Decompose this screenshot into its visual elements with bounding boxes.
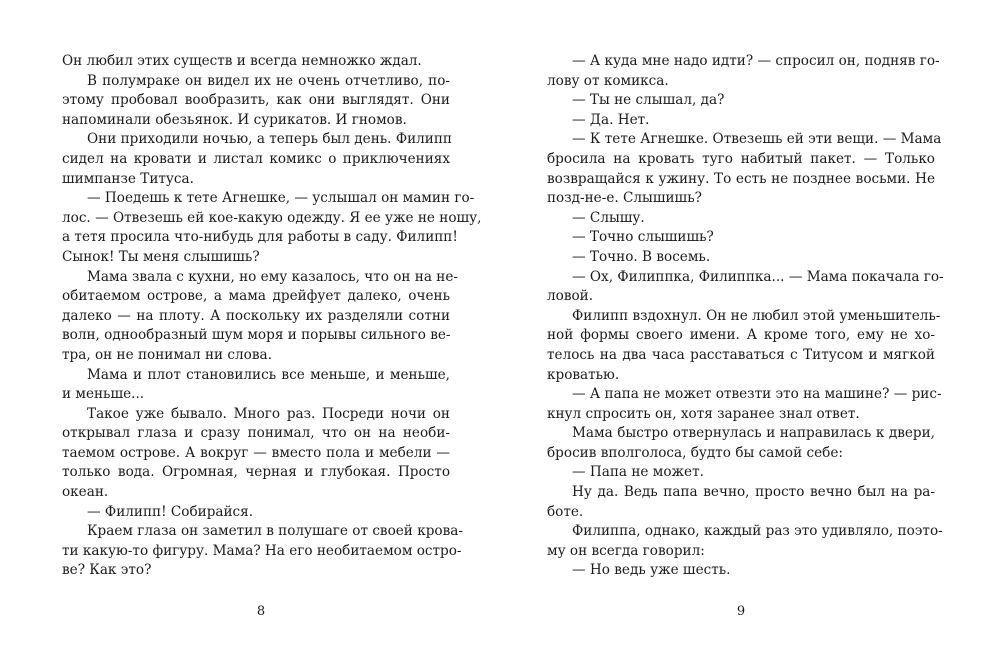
text-line: шимпанзе Титуса. <box>62 170 194 187</box>
text-line: только вода. Огромная, черная и глубокая. Просто <box>62 464 450 481</box>
text-line: лос. — Отвезешь ей кое-какую одежду. Я ее уже не ношу, <box>62 209 482 226</box>
text-line: бросила на кровать туго набитый пакет. — Только <box>547 150 935 167</box>
text-line: а тетя просила что-нибудь для работы в саду. Филипп! <box>62 229 458 246</box>
text-line: ловой. <box>547 288 594 305</box>
text-line: бросив вполголоса, будто бы самой себе: <box>547 444 843 461</box>
text-line: открывал глаза и сразу понимал, что он на необи- <box>62 425 450 442</box>
text-line: боте. <box>547 503 584 520</box>
text-line: — Ох, Филиппка, Филиппка... — Мама покачала го- <box>572 268 944 285</box>
text-line: — Да. Нет. <box>572 111 650 128</box>
text-line: сидел на кровати и листал комикс о приключениях <box>62 150 450 167</box>
text-line: — Слышу. <box>572 209 645 226</box>
text-line: позд-не-е. Слышишь? <box>547 190 702 207</box>
text-line: — Но ведь уже шесть. <box>572 562 731 579</box>
text-line: Мама и плот становились все меньше, и меньше, <box>87 366 450 383</box>
left-page-number: 8 <box>256 604 266 619</box>
text-line: ной формы своего имени. А кроме того, ему не хо- <box>547 327 935 344</box>
text-line: телось на два часа расставаться с Титусом и мягкой <box>547 346 935 363</box>
left-page-text <box>62 52 482 581</box>
right-page-text <box>547 52 944 581</box>
text-line: Такое уже бывало. Много раз. Посреди ночи он <box>87 405 450 422</box>
text-line: — Точно. В восемь. <box>572 248 711 265</box>
text-line: Ну да. Ведь папа вечно, просто вечно был на ра- <box>572 484 935 501</box>
text-line: Филиппа, однако, каждый раз это удивляло, поэто- <box>572 523 943 540</box>
text-line: Краем глаза он заметил в полушаге от своей крова- <box>87 523 463 540</box>
text-line: — Филипп! Собирайся. <box>87 503 254 520</box>
text-line: Мама быстро отвернулась и направилась к двери, <box>572 425 935 442</box>
text-line: Мама звала с кухни, но ему казалось, что он на не- <box>87 268 458 285</box>
text-line: Филипп вздохнул. Он не любил этой уменьшитель- <box>572 307 941 324</box>
text-line: — К тете Агнешке. Отвезешь ей эти вещи. — Мама <box>572 131 942 148</box>
text-line: му он всегда говорил: <box>547 542 705 559</box>
text-line: напоминали обезьянок. И сурикатов. И гномов. <box>62 111 407 128</box>
text-line: таемом острове. А вокруг — вместо пола и мебели — <box>62 444 450 461</box>
text-line: — А папа не может отвезти это на машине? — рис- <box>572 386 942 403</box>
text-line: тра, он не понимал ни слова. <box>62 346 272 363</box>
text-line: океан. <box>62 484 109 501</box>
text-line: ве? Как это? <box>62 562 152 579</box>
text-line: обитаемом острове, а мама дрейфует далеко, очень <box>62 288 450 305</box>
text-line: волн, однообразный шум моря и порывы сильного ве- <box>62 327 451 344</box>
text-line: В полумраке он видел их не очень отчетливо, по- <box>87 72 450 89</box>
text-line: Сынок! Ты меня слышишь? <box>62 248 260 265</box>
text-line: Он любил этих существ и всегда немножко ждал. <box>62 53 422 69</box>
right-page-number: 9 <box>736 604 746 619</box>
text-line: далеко — на плоту. А поскольку их разделяли сотни <box>62 307 450 324</box>
text-line: — Точно слышишь? <box>572 229 714 246</box>
text-line: возвращайся к ужину. То есть не позднее восьми. Не <box>547 170 935 187</box>
text-line: — Поедешь к тете Агнешке, — услышал он мамин го- <box>87 190 475 207</box>
text-line: — Папа не может. <box>572 464 704 481</box>
text-line: ти какую-то фигуру. Мама? На его необитаемом остро- <box>62 542 462 559</box>
text-line: Они приходили ночью, а теперь был день. Филипп <box>87 131 452 148</box>
text-line: — А куда мне надо идти? — спросил он, подняв го- <box>572 53 940 69</box>
text-line: этому пробовал вообразить, как они выглядят. Они <box>62 92 450 109</box>
text-line: и меньше... <box>62 386 145 403</box>
text-line: кнул спросить он, хотя заранее знал ответ. <box>547 405 860 422</box>
text-line: кроватью. <box>547 366 620 383</box>
text-line: лову от комикса. <box>547 72 669 89</box>
text-line: — Ты не слышал, да? <box>572 92 725 109</box>
